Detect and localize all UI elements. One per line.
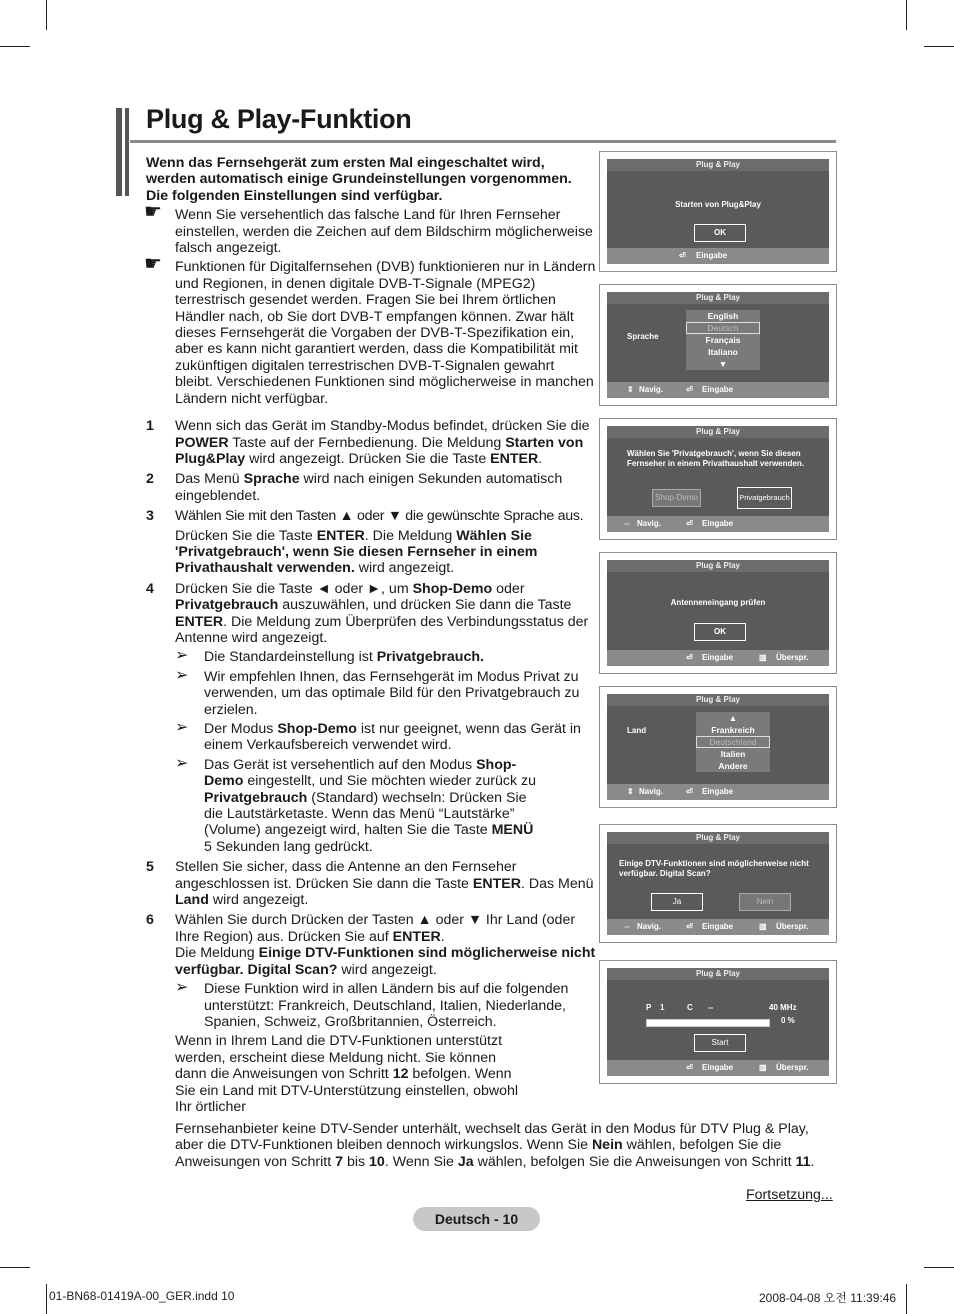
osd-footer-enter: Eingabe [702, 653, 734, 662]
osd-shop-demo-button[interactable]: Shop-Demo [652, 489, 701, 507]
osd-screen-scan [599, 960, 837, 1084]
osd-yes-button[interactable]: Ja [651, 893, 703, 911]
crop-mark [46, 1284, 47, 1314]
sub-text-bold: Shop-Demo [277, 721, 357, 737]
arrow-icon: ➢ [175, 719, 189, 736]
crop-mark [0, 1267, 30, 1268]
step-text: Wählen Sie durch Drücken der Tasten ▲ oder ▼ Ihr Land (oder Ihre Region) aus. Drücken Sie auf [175, 912, 576, 945]
step-text: wird angezeigt. [337, 961, 437, 978]
step-number: 6 [146, 912, 154, 929]
step-text: Wählen Sie mit den Tasten ▲ oder ▼ die gewünschte Sprache aus. [175, 508, 584, 525]
left-right-icon: ⇔ [623, 922, 631, 931]
step-text: . Wenn Sie [384, 1153, 458, 1170]
step-text: auszuwählen, und drücken Sie dann die Taste [278, 597, 572, 614]
osd-message: Starten von Plug&Play [675, 200, 761, 209]
osd-footer [607, 516, 829, 532]
step-text-bold: Sprache [243, 471, 300, 488]
osd-message: Wählen Sie 'Privatgebrauch', wenn Sie diesen Fernseher in einem Privathaushalt verwenden. [627, 449, 804, 468]
enter-icon: ⏎ [686, 653, 693, 662]
step-text-bold: Starten von Plug&Play [175, 434, 584, 467]
sub-note [175, 721, 596, 754]
osd-header: Plug & Play [607, 560, 829, 572]
osd-label: Sprache [627, 332, 659, 341]
osd-screen-dtv [599, 824, 837, 943]
osd-footer-enter: Eingabe [702, 787, 734, 796]
osd-program-label: P [646, 1003, 652, 1012]
arrow-icon: ➢ [175, 666, 189, 684]
osd-program-value: 1 [660, 1003, 665, 1012]
step-text-bold: POWER [175, 434, 229, 451]
sub-text: Der Modus [204, 721, 278, 737]
step-text: . [440, 928, 445, 945]
continue-link[interactable]: Fortsetzung... [746, 1187, 833, 1203]
step-text: wählen, befolgen Sie die Anweisungen von Schritt [473, 1153, 796, 1170]
sub-text: eingestellt, und Sie möchten wieder zurück zu [243, 773, 536, 790]
sub-text-bold: Privatgebrauch [204, 789, 308, 806]
step-number: 1 [146, 418, 154, 435]
enter-icon: ⏎ [686, 1063, 693, 1072]
footer-timestamp: 2008-04-08 오전 11:39:46 [759, 1291, 897, 1305]
osd-list-item[interactable]: Frankreich [711, 725, 755, 735]
step-text: bis [343, 1153, 370, 1170]
step-text-bold: Shop-Demo [412, 580, 493, 597]
sub-note [175, 666, 596, 718]
step-text: wird angezeigt. Drücken Sie die Taste [245, 450, 491, 467]
step-text: Die Meldung [175, 945, 259, 962]
step-text: wählen, befolgen Sie die Anweisungen von Schritt [175, 1137, 782, 1170]
main-column [146, 155, 596, 1119]
osd-country-list [696, 712, 770, 772]
step-text-bold: Einige DTV-Funktionen sind möglicherweise nicht verfügbar. Digital Scan? [175, 945, 596, 978]
step-number: 2 [146, 471, 154, 488]
osd-frequency: 40 MHz [769, 1003, 797, 1012]
step-text-bold: ENTER [175, 613, 224, 630]
osd-header: Plug & Play [607, 968, 829, 980]
sub-text-bold: Privatgebrauch. [376, 649, 484, 666]
osd-header: Plug & Play [607, 694, 829, 706]
note [144, 253, 596, 407]
sub-text: Diese Funktion wird in allen Ländern bis auf die folgenden unterstützt: Frankreich, Deutschland, Italien, Niederlande, Spanien, Schweiz, Großbritannien, Österreich. [204, 981, 569, 1030]
step-text-bold: Land [175, 892, 209, 909]
osd-footer-navig: Navig. [639, 787, 664, 796]
step-text: Drücken Sie die Taste [175, 527, 317, 544]
sub-note [175, 649, 596, 665]
osd-progress-percent: 0 % [781, 1016, 795, 1025]
step-text-bold: Wählen Sie 'Privatgebrauch', wenn Sie diesen Fernseher in einem Privathaushalt verwenden. [175, 527, 538, 577]
osd-footer-navig: Navig. [637, 519, 662, 528]
step-3 [146, 508, 596, 577]
step-text-bold: 10 [369, 1153, 385, 1170]
osd-language-list [686, 310, 760, 370]
osd-header: Plug & Play [607, 832, 829, 844]
crop-mark [924, 1267, 954, 1268]
sub-text: Die Standardeinstellung ist [204, 649, 377, 666]
step-number: 3 [146, 508, 154, 525]
osd-channel-label: C [687, 1003, 693, 1012]
osd-progress-bar [646, 1019, 770, 1027]
enter-icon: ⏎ [686, 922, 693, 931]
arrow-icon: ➢ [175, 754, 189, 772]
osd-footer-skip: Überspr. [776, 653, 809, 662]
osd-message: Antenneneingang prüfen [670, 598, 766, 607]
osd-start-button[interactable]: Start [694, 1034, 746, 1052]
sub-text-bold: MENÜ [491, 822, 534, 839]
skip-icon: ▥ [759, 653, 767, 662]
osd-list-item[interactable]: Italien [720, 749, 746, 759]
crop-mark [906, 0, 907, 30]
step-text: Taste auf der Fernbedienung. Die Meldung [228, 434, 506, 451]
step-number: 5 [146, 859, 154, 876]
osd-list-item[interactable]: Italiano [708, 347, 738, 357]
step-text: wird angezeigt. [208, 892, 309, 909]
osd-no-button[interactable]: Nein [739, 893, 791, 911]
enter-icon: ⏎ [686, 385, 693, 394]
step-number: 4 [146, 580, 154, 597]
arrow-icon: ➢ [175, 647, 189, 665]
up-down-icon: ⇕ [627, 787, 634, 796]
sub-text: Wir empfehlen Ihnen, das Fernsehgerät im Modus Privat zu verwenden, um das optimale Bild für den Privatgebrauch zu erzielen. [204, 668, 580, 718]
step-text-bold: Nein [591, 1137, 623, 1154]
step-text: Wenn sich das Gerät im Standby-Modus befindet, drücken Sie die [175, 418, 590, 435]
step-1 [146, 418, 596, 467]
footer-file-info: 01-BN68-01419A-00_GER.indd 10 [49, 1289, 235, 1303]
osd-channel-value: -- [708, 1003, 714, 1012]
osd-ok-button[interactable]: OK [694, 224, 746, 242]
osd-footer [607, 1060, 829, 1076]
osd-footer-enter: Eingabe [702, 1063, 734, 1072]
left-right-icon: ⇔ [623, 519, 631, 528]
crop-mark [46, 0, 47, 30]
osd-list-item[interactable]: English [707, 311, 739, 321]
osd-screen-country [599, 686, 837, 808]
sub-note [175, 754, 596, 855]
step-text: . Die Meldung zum Überprüfen des Verbindungsstatus der Antenne wird angezeigt. [175, 613, 589, 646]
sub-note [175, 981, 596, 1030]
osd-label: Land [627, 726, 647, 735]
skip-icon: ▥ [759, 1063, 767, 1072]
osd-screen-mode [599, 418, 837, 540]
osd-footer [607, 784, 829, 800]
step-text-bold: ENTER [316, 527, 365, 544]
osd-footer-enter: Eingabe [696, 251, 728, 260]
step-6 [146, 912, 596, 1115]
sub-text: Das Gerät ist versehentlich auf den Modus [204, 756, 477, 773]
step-text: oder [492, 580, 525, 597]
continued-paragraph [175, 1121, 835, 1170]
sub-text: 5 Sekunden lang gedrückt. [204, 838, 373, 855]
osd-footer-enter: Eingabe [702, 385, 734, 394]
page-number-badge: Deutsch - 10 [413, 1207, 540, 1231]
step-text: . [538, 450, 543, 467]
step-text-bold: Privatgebrauch [175, 597, 279, 614]
osd-footer-skip: Überspr. [776, 922, 809, 931]
osd-footer-navig: Navig. [637, 922, 662, 931]
crop-mark [924, 46, 954, 47]
step-text: . Das Menü [520, 875, 594, 892]
sub-text: (Standard) wechseln: Drücken Sie die Lautstärketaste. Wenn das Menü “Lautstärke” (Volume) angezeigt wird, halten Sie die Taste [204, 789, 527, 839]
osd-screen-antenna [599, 552, 837, 674]
crop-mark [906, 1284, 907, 1314]
osd-list-item[interactable]: Français [705, 335, 741, 345]
title-rule [130, 140, 836, 143]
step-text: Fernsehanbieter keine DTV-Sender unterhält, wechselt das Gerät in den Modus für DTV Plug & Play, aber die DTV-Funktionen bleiben dennoch wirkungslos. Wenn Sie [175, 1121, 809, 1154]
osd-footer-enter: Eingabe [702, 519, 734, 528]
osd-scroll-up[interactable]: ▲ [728, 713, 738, 723]
step-text: . Die Meldung [364, 527, 457, 544]
osd-ok-button[interactable]: OK [694, 623, 746, 641]
step-text-bold: 11 [795, 1153, 811, 1170]
step-text: Das Menü [175, 471, 244, 488]
osd-privatgebrauch-button[interactable]: Privatgebrauch [737, 487, 792, 509]
osd-footer [607, 650, 829, 666]
sub-text-bold: Shop-Demo [204, 756, 517, 790]
osd-footer-navig: Navig. [639, 385, 664, 394]
step-5 [146, 859, 596, 908]
osd-screen-language [599, 284, 837, 406]
step-text: Wenn in Ihrem Land die DTV-Funktionen unterstützt werden, erscheint diese Meldung nicht. Sie können dann die Anweisungen von Schritt [175, 1033, 503, 1083]
enter-icon: ⏎ [686, 787, 693, 796]
hand-icon: ☛ [144, 201, 162, 224]
enter-icon: ⏎ [679, 251, 686, 260]
osd-list-item-selected[interactable]: Deutsch [686, 322, 760, 334]
step-text: Drücken Sie die Taste ◄ oder ►, um [175, 580, 413, 597]
skip-icon: ▥ [759, 922, 767, 931]
arrow-icon: ➢ [175, 979, 189, 997]
step-text-bold: ENTER [472, 875, 521, 892]
osd-footer-enter: Eingabe [702, 922, 734, 931]
step-2 [146, 471, 596, 504]
osd-footer [607, 382, 829, 398]
up-down-icon: ⇕ [627, 385, 634, 394]
step-paragraph [175, 1033, 596, 1115]
step-text-bold: 7 [335, 1153, 343, 1170]
enter-icon: ⏎ [686, 519, 693, 528]
step-text: wird nach einigen Sekunden automatisch eingeblendet. [175, 471, 563, 504]
osd-footer [607, 248, 829, 264]
step-text-bold: ENTER [392, 928, 441, 945]
step-text-bold: Ja [457, 1153, 474, 1170]
hand-icon: ☛ [144, 253, 162, 276]
step-text: wird angezeigt. [354, 560, 455, 577]
crop-mark [0, 46, 30, 47]
osd-header: Plug & Play [607, 159, 829, 171]
step-4 [146, 581, 596, 856]
note-text: Funktionen für Digitalfernsehen (DVB) funktionieren nur in Ländern und Regionen, in denen digitale DVB-T-Signale (MPEG2) terrestrisch gesendet werden. Fragen Sie bei Ihrem örtlichen Händler nach, ob Sie dort DVB-T empfangen können. Zwar hält dieses Fernsehgerät die Vorgaben der DVB-T-Spezifikation ein, aber es kann nicht garantiert werden, dass die Kompatibilität mit zukünftigen digitalen terrestrischen DVB-T-Signalen gewahrt bleibt. Verschiedenen Funktionen sind möglicherweise in manchen Ländern nicht verfügbar. [175, 259, 596, 407]
step-paragraph [175, 945, 596, 978]
osd-message: Einige DTV-Funktionen sind möglicherweise nicht verfügbar. Digital Scan? [619, 859, 809, 878]
note [144, 201, 596, 257]
note-text: Wenn Sie versehentlich das falsche Land für Ihren Fernseher einstellen, werden die Zeichen auf dem Bildschirm möglicherweise falsch angezeigt. [175, 207, 593, 257]
osd-footer-skip: Überspr. [776, 1063, 809, 1072]
osd-header: Plug & Play [607, 292, 829, 304]
step-paragraph [175, 528, 596, 577]
step-text: . [810, 1153, 815, 1170]
osd-scroll-down[interactable]: ▼ [718, 359, 728, 369]
sub-text: ist nur geeignet, wenn das Gerät in einem Verkaufsbereich verwendet wird. [204, 721, 581, 754]
osd-screen-start [599, 151, 837, 272]
step-text-bold: ENTER [490, 450, 539, 467]
intro-text: Wenn das Fernsehgerät zum ersten Mal eingeschaltet wird, werden automatisch einige Grundeinstellungen vorgenommen. Die folgenden Einstellungen sind verfügbar. [146, 155, 572, 204]
step-text-bold: 12 [392, 1066, 409, 1083]
osd-list-item[interactable]: Andere [718, 761, 748, 771]
osd-footer [607, 919, 829, 935]
osd-header: Plug & Play [607, 426, 829, 438]
step-text: befolgen. Wenn Sie ein Land mit DTV-Unterstützung einstellen, obwohl Ihr örtlicher [175, 1066, 519, 1115]
osd-list-item-selected[interactable]: Deutschland [696, 736, 770, 748]
page-title: Plug & Play-Funktion [146, 104, 412, 134]
step-text: Stellen Sie sicher, dass die Antenne an den Fernseher angeschlossen ist. Drücken Sie dann die Taste [175, 859, 517, 892]
